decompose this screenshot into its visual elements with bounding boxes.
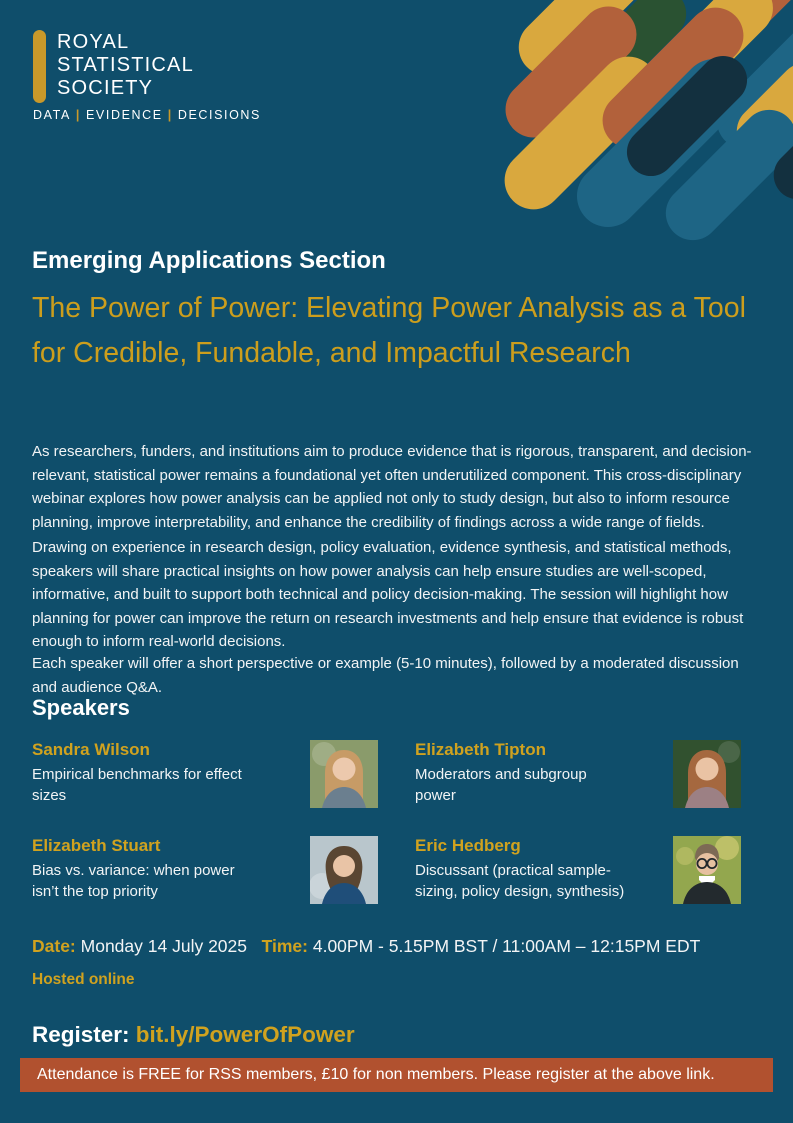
rss-logo xyxy=(33,30,194,103)
date-value: Monday 14 July 2025 xyxy=(80,936,248,956)
logo-line-statistical: STATISTICAL xyxy=(57,54,194,76)
logo-line-royal: ROYAL xyxy=(57,31,130,53)
decor-capsule xyxy=(617,46,757,186)
logo-tagline xyxy=(33,108,261,122)
tagline-pipe-icon: | xyxy=(167,108,173,122)
speaker-card xyxy=(32,836,378,906)
speaker-name: Eric Hedberg xyxy=(415,836,521,855)
tagline-pipe-icon: | xyxy=(75,108,81,122)
speaker-photo xyxy=(673,836,741,904)
tagline-data: DATA xyxy=(33,108,71,122)
speaker-card xyxy=(415,836,741,906)
decor-capsule xyxy=(494,0,648,149)
decor-capsule xyxy=(691,0,793,63)
decor-capsule xyxy=(591,0,755,160)
logo-wordmark xyxy=(57,30,194,103)
tagline-decisions: DECISIONS xyxy=(177,108,261,122)
register-line xyxy=(32,1022,355,1048)
decor-capsule xyxy=(649,45,732,128)
decor-capsule xyxy=(637,0,784,116)
speaker-name: Sandra Wilson xyxy=(32,740,150,759)
decor-capsule xyxy=(507,0,653,87)
speaker-photo xyxy=(310,740,378,808)
decor-capsule xyxy=(595,0,697,79)
section-label: Emerging Applications Section xyxy=(32,247,386,274)
event-description-paragraph: As researchers, funders, and institutions aim to produce evidence that is rigorous, transparent, and decision-relevant, statistical power remains a foundational yet often underutilized component. This cross-disciplinary webinar explores how power analysis can be applied not only to study design, but also to inform resource planning, improve interpretability, and enhance the credibility of findings across a wide range of fields. xyxy=(32,443,752,531)
event-description-paragraph: Drawing on experience in research design, policy evaluation, evidence synthesis, and statistical methods, speakers will share practical insights on how power analysis can help ensure studies are well-scoped, informative, and built to support both technical and policy decision-making. The session will highlight how planning for power can improve the return on research investments and help ensure that evidence is robust enough to inform real-world decisions. xyxy=(32,539,744,650)
speaker-photo xyxy=(310,836,378,904)
date-label: Date: xyxy=(32,936,76,956)
fee-banner: Attendance is FREE for RSS members, £10 for non members. Please register at the above link. xyxy=(20,1058,773,1092)
event-description-paragraph: Each speaker will offer a short perspective or example (5-10 minutes), followed by a moderated discussion and audience Q&A. xyxy=(32,655,739,696)
speaker-photo xyxy=(673,740,741,808)
decor-capsule xyxy=(564,46,758,240)
logo-gold-bar-icon xyxy=(33,30,46,103)
speaker-topic: Discussant (practical sample-sizing, policy design, synthesis) xyxy=(415,862,625,900)
decor-capsule xyxy=(655,99,793,252)
speaker-card xyxy=(415,740,741,810)
portrait-placeholder-icon xyxy=(310,740,378,808)
register-link[interactable]: bit.ly/PowerOfPower xyxy=(135,1022,355,1047)
portrait-placeholder-icon xyxy=(673,740,741,808)
speakers-grid xyxy=(32,740,741,906)
speaker-card xyxy=(32,740,378,810)
decor-capsule xyxy=(493,45,670,222)
speaker-name: Elizabeth Stuart xyxy=(32,836,161,855)
tagline-evidence: EVIDENCE xyxy=(86,108,163,122)
time-value: 4.00PM - 5.15PM BST / 11:00AM – 12:15PM EDT xyxy=(312,936,701,956)
speaker-topic: Moderators and subgroup power xyxy=(415,766,587,804)
logo-line-society: SOCIETY xyxy=(57,77,154,99)
speaker-topic: Bias vs. variance: when power isn’t the top priority xyxy=(32,862,235,900)
speakers-heading: Speakers xyxy=(32,695,130,720)
portrait-placeholder-icon xyxy=(673,836,741,904)
time-label: Time: xyxy=(261,936,308,956)
event-title: The Power of Power: Elevating Power Analysis as a Tool for Credible, Fundable, and Impactful Research xyxy=(32,292,746,369)
hosted-online-label: Hosted online xyxy=(32,971,135,988)
register-label: Register: xyxy=(32,1022,130,1047)
date-time-line xyxy=(32,936,700,957)
decor-capsule xyxy=(744,0,793,120)
speaker-topic: Empirical benchmarks for effect sizes xyxy=(32,766,242,804)
speaker-name: Elizabeth Tipton xyxy=(415,740,546,759)
decor-capsule xyxy=(726,52,793,168)
decor-capsule xyxy=(764,75,793,209)
portrait-placeholder-icon xyxy=(310,836,378,904)
decor-capsule xyxy=(705,0,793,161)
